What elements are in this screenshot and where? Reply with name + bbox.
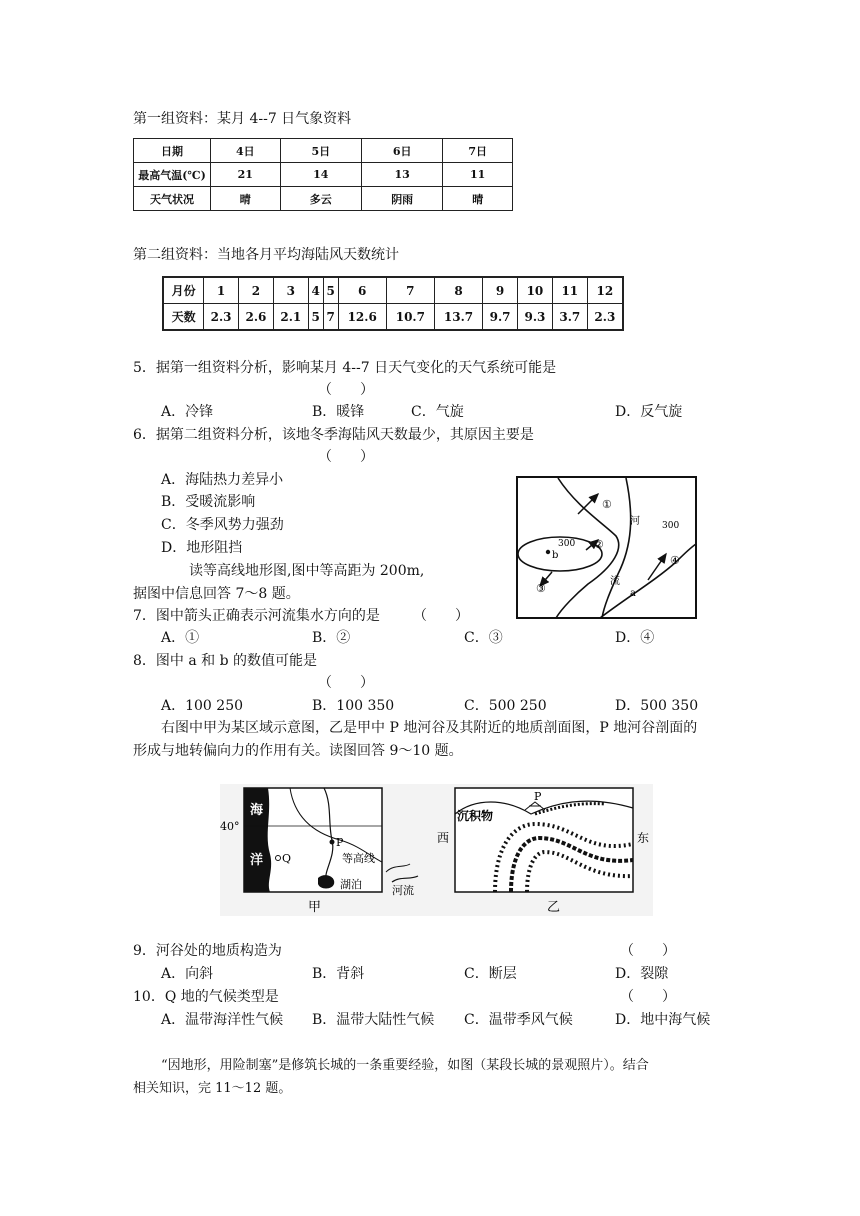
group2-title: 第二组资料：当地各月平均海陆风天数统计	[133, 247, 399, 263]
question-8-option-c: C．500 250	[464, 698, 547, 714]
question-10-option-c: C．温带季风气候	[464, 1012, 573, 1028]
map-label-river-2: 流	[610, 576, 620, 587]
table-cell: 晴	[211, 187, 281, 211]
table-cell: 6日	[361, 139, 442, 163]
question-6-option-d: D．地形阻挡	[161, 540, 243, 556]
question-9-option-b: B．背斜	[312, 966, 365, 982]
figure-caption-yi: 乙	[547, 900, 561, 915]
table-cell: 7	[323, 304, 338, 331]
intro-11-12-line-2: 相关知识，完 11～12 题。	[133, 1081, 292, 1096]
question-8-option-d: D．500 350	[615, 698, 699, 714]
question-7-option-c: C．③	[464, 630, 503, 646]
section-label-p: P	[534, 790, 542, 803]
map-label-yang: 洋	[250, 853, 264, 868]
table-cell: 5	[308, 304, 323, 331]
question-10-stem: 10．Q 地的气候类型是	[133, 989, 279, 1005]
weather-table	[133, 138, 513, 211]
question-9-option-a: A．向斜	[161, 966, 214, 982]
geologic-section-yi	[435, 784, 653, 916]
table-cell: 最高气温(℃)	[134, 163, 211, 187]
question-6-stem: 6．据第二组资料分析，该地冬季海陆风天数最少，其原因主要是	[133, 427, 534, 443]
question-6-option-b: B．受暖流影响	[161, 494, 256, 510]
question-8-option-a: A．100 250	[161, 698, 244, 714]
table-cell: 阴雨	[361, 187, 442, 211]
intro-11-12-line-1: “因地形，用险制塞”是修筑长城的一条重要经验，如图（某段长城的景观照片）。结合	[161, 1058, 649, 1073]
table-cell: 日期	[134, 139, 211, 163]
question-10-option-b: B．温带大陆性气候	[312, 1012, 435, 1028]
table-cell: 10	[517, 277, 552, 304]
question-8-stem: 8．图中 a 和 b 的数值可能是	[133, 653, 318, 669]
point-p-marker	[330, 840, 335, 845]
sea-land-breeze-table	[162, 276, 624, 331]
intro-9-10-line-1: 右图中甲为某区域示意图，乙是甲中 P 地河谷及其附近的地质剖面图，P 地河谷剖面的	[161, 720, 698, 736]
intro-7-8-line-1: 读等高线地形图,图中等高距为 200m,	[189, 563, 425, 579]
table-cell: 9	[483, 277, 518, 304]
question-5-option-c: C．气旋	[411, 404, 464, 420]
map-label-hai: 海	[250, 803, 264, 818]
question-6-option-c: C．冬季风势力强劲	[161, 517, 284, 533]
question-10-option-a: A．温带海洋性气候	[161, 1012, 284, 1028]
table-cell: 9.7	[483, 304, 518, 331]
map-label-2: ②	[594, 538, 604, 551]
table-cell: 12	[587, 277, 623, 304]
table-cell: 2	[239, 277, 274, 304]
map-label-300-left: 300	[558, 539, 576, 549]
map-label-p: P	[336, 836, 344, 849]
table-cell: 多云	[280, 187, 361, 211]
point-b-marker	[546, 550, 550, 554]
table-cell: 9.3	[517, 304, 552, 331]
table-cell: 4	[308, 277, 323, 304]
table-cell: 1	[204, 277, 239, 304]
table-cell: 8	[434, 277, 482, 304]
question-5-option-a: A．冷锋	[161, 404, 214, 420]
table-cell: 5	[323, 277, 338, 304]
question-7-paren: （ ）	[413, 608, 469, 624]
table-row	[134, 187, 513, 211]
table-cell: 天气状况	[134, 187, 211, 211]
section-label-west: 西	[437, 831, 450, 845]
table-cell: 12.6	[338, 304, 386, 331]
table-cell: 7	[386, 277, 434, 304]
table-row	[134, 163, 513, 187]
figure-caption-jia: 甲	[308, 900, 322, 915]
table-cell: 11	[552, 277, 587, 304]
table-row	[163, 277, 623, 304]
question-7-option-b: B．②	[312, 630, 351, 646]
question-9-paren: （ ）	[620, 943, 676, 959]
table-cell: 2.3	[587, 304, 623, 331]
group1-title: 第一组资料：某月 4--7 日气象资料	[133, 111, 352, 127]
table-cell: 5日	[280, 139, 361, 163]
question-7-stem: 7．图中箭头正确表示河流集水方向的是	[133, 608, 380, 624]
table-cell: 10.7	[386, 304, 434, 331]
question-7-option-d: D．④	[615, 630, 655, 646]
question-5-option-b: B．暖锋	[312, 404, 365, 420]
question-9-option-c: C．断层	[464, 966, 517, 982]
map-label-lake: 湖泊	[340, 878, 362, 891]
table-row	[163, 304, 623, 331]
intro-7-8-line-2: 据图中信息回答 7～8 题。	[133, 586, 300, 602]
map-label-river-1: 河	[630, 516, 640, 527]
question-8-paren: （ ）	[318, 675, 374, 691]
table-cell: 天数	[163, 304, 204, 331]
point-q-marker	[276, 856, 281, 861]
section-label-east: 东	[637, 831, 650, 845]
table-cell: 21	[211, 163, 281, 187]
map-label-300-right: 300	[662, 521, 680, 531]
question-5-paren: （ ）	[318, 382, 374, 398]
question-8-option-b: B．100 350	[312, 698, 395, 714]
question-7-option-a: A．①	[161, 630, 200, 646]
map-label-1: ①	[602, 498, 612, 511]
question-5-option-d: D．反气旋	[615, 404, 683, 420]
question-10-paren: （ ）	[620, 989, 676, 1005]
map-label-a: a	[630, 588, 636, 599]
question-5-stem: 5．据第一组资料分析，影响某月 4--7 日天气变化的天气系统可能是	[133, 360, 557, 376]
table-cell: 2.1	[273, 304, 308, 331]
map-label-40deg: 40°	[220, 820, 240, 833]
table-cell: 13	[361, 163, 442, 187]
table-cell: 3.7	[552, 304, 587, 331]
table-cell: 7日	[443, 139, 513, 163]
map-label-3: ③	[536, 582, 546, 595]
intro-9-10-line-2: 形成与地转偏向力的作用有关。读图回答 9～10 题。	[133, 743, 463, 759]
region-map-jia	[220, 784, 435, 916]
table-cell: 2.6	[239, 304, 274, 331]
map-label-contour: 等高线	[342, 852, 375, 865]
question-9-stem: 9．河谷处的地质构造为	[133, 943, 282, 959]
table-cell: 6	[338, 277, 386, 304]
contour-map	[516, 476, 697, 619]
question-6-option-a: A．海陆热力差异小	[161, 472, 284, 488]
table-cell: 3	[273, 277, 308, 304]
table-cell: 2.3	[204, 304, 239, 331]
section-label-sediment: 沉积物	[457, 809, 494, 823]
question-6-paren: （ ）	[318, 449, 374, 465]
table-cell: 晴	[443, 187, 513, 211]
table-cell: 4日	[211, 139, 281, 163]
section-frame	[455, 788, 633, 892]
table-row	[134, 139, 513, 163]
map-label-4: ④	[670, 554, 680, 567]
question-9-option-d: D．裂隙	[615, 966, 669, 982]
table-cell: 13.7	[434, 304, 482, 331]
map-label-river: 河流	[392, 884, 414, 897]
table-cell: 月份	[163, 277, 204, 304]
map-label-b: b	[552, 550, 559, 561]
map-label-q: Q	[282, 852, 292, 865]
table-cell: 14	[280, 163, 361, 187]
table-cell: 11	[443, 163, 513, 187]
question-10-option-d: D．地中海气候	[615, 1012, 711, 1028]
